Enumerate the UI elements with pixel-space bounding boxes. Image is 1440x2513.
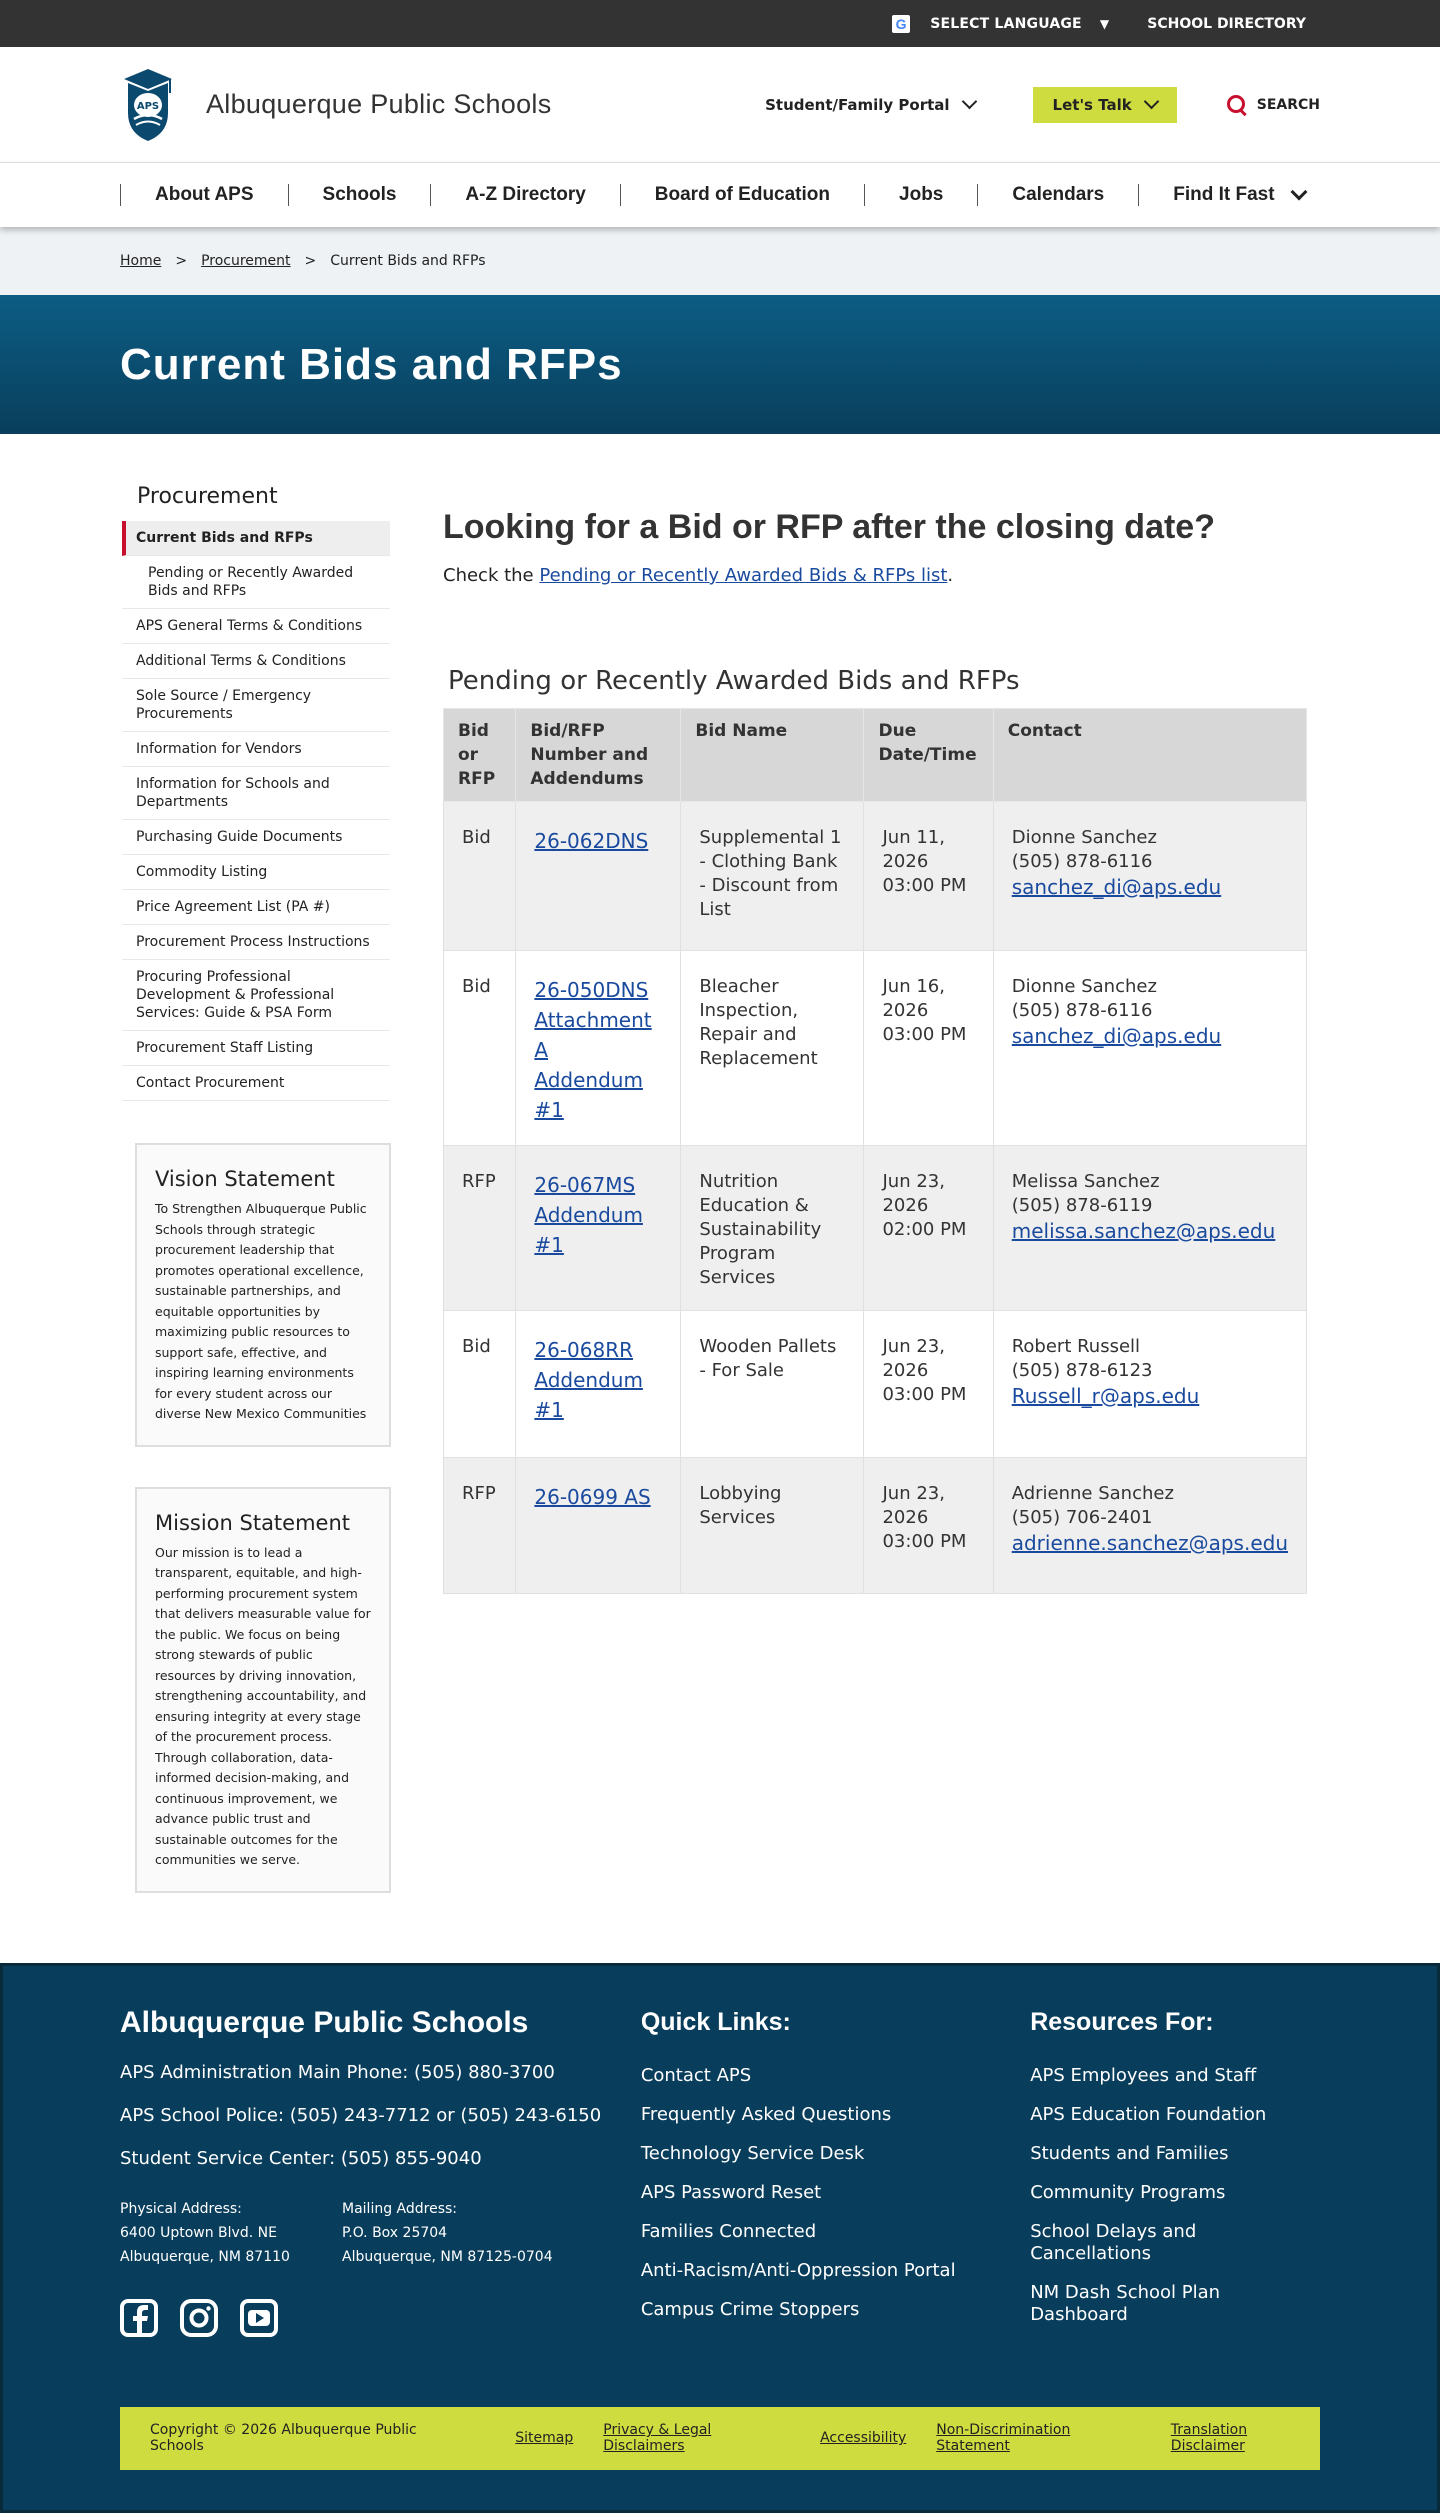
sidebar-item-process-instructions[interactable]: Procurement Process Instructions [122,925,390,960]
footer-police-phone: APS School Police: (505) 243-7712 or (505) 243-6150 [120,2104,602,2126]
nav-separator [1138,184,1139,206]
physical-address-label: Physical Address: [120,2200,242,2217]
intro-prefix: Check the [443,565,540,586]
cell-number [516,1458,681,1594]
contact-name: Dionne Sanchez [1011,827,1157,848]
nav-about-aps[interactable]: About APS [155,184,254,205]
cell-type: RFP [444,1458,516,1594]
table-title: Pending or Recently Awarded Bids and RFPs [448,666,1020,696]
sidebar-item-current-bids[interactable]: Current Bids and RFPs [122,521,390,556]
footer-title: Albuquerque Public Schools [120,2005,529,2039]
cell-due: Jun 23, 2026 03:00 PM [864,1458,993,1594]
nav-board-of-education[interactable]: Board of Education [654,184,831,205]
cell-due: Jun 23, 2026 02:00 PM [864,1146,993,1311]
column-header-contact: Contact [993,709,1306,802]
page-hero [0,295,1440,434]
facebook-icon[interactable] [120,2299,158,2337]
footer-link-families-connected[interactable]: Families Connected [640,2220,817,2242]
cell-number [516,951,681,1146]
table-header-row [444,709,1307,802]
site-logo[interactable] [120,67,552,143]
cell-due: Jun 16, 2026 03:00 PM [864,951,993,1146]
cell-name: Lobbying Services [681,1458,864,1594]
breadcrumb-current: Current Bids and RFPs [330,253,486,269]
table-row [444,951,1307,1146]
footer-quick-links-column [641,2006,1030,2337]
physical-address-line2: Albuquerque, NM 87110 [120,2248,290,2265]
column-header-name: Bid Name [681,709,864,802]
rfp-link[interactable]: 26-067MS [534,1173,636,1197]
nav-separator [120,184,121,206]
nav-jobs[interactable]: Jobs [899,184,944,205]
mission-statement-text: Our mission is to lead a transparent, equitable, and high-performing procurement system that delivers measurable value for the public. We focus on being strong stewards of public resources by driving innovation, strengthening accountability, and ensuring integrity at every stage of the procurement process. Through collaboration, data-informed decision-making, and continuous improvement, we advance public trust and sustainable outcomes for the communities we serve. [155,1544,371,1867]
breadcrumb [0,227,1440,295]
mailing-address-line1: P.O. Box 25704 [342,2224,448,2241]
cell-name: Nutrition Education & Sustainability Program Services [681,1146,864,1311]
column-header-number: Bid/RFP Number and Addendums [516,709,681,802]
quick-links-title: Quick Links: [640,2007,791,2036]
vision-statement [135,1143,391,1447]
mailing-address [342,2197,564,2269]
cell-number [516,802,681,951]
site-name: Albuquerque Public Schools [206,89,552,119]
addendum-link[interactable]: Addendum #1 [534,1203,643,1257]
addendum-link[interactable]: Addendum #1 [534,1068,643,1122]
instagram-icon[interactable] [180,2299,218,2337]
footer-main-phone: APS Administration Main Phone: (505) 880-3700 [120,2061,555,2083]
site-footer [0,1963,1440,2513]
footer-link-students-families[interactable]: Students and Families [1030,2142,1229,2164]
footer-link-community-programs[interactable]: Community Programs [1030,2181,1226,2203]
footer-link-password-reset[interactable]: APS Password Reset [640,2181,822,2203]
youtube-icon[interactable] [240,2299,278,2337]
utility-bar [0,0,1440,47]
select-language-dropdown[interactable] [892,15,1109,33]
sidebar-item-commodity-listing[interactable]: Commodity Listing [122,855,390,890]
search-button[interactable] [1227,95,1320,115]
mission-statement [135,1487,391,1893]
sidebar-item-sole-source[interactable]: Sole Source / Emergency Procurements [122,679,390,732]
mailing-address-line2: Albuquerque, NM 87125-0704 [342,2248,553,2265]
breadcrumb-procurement[interactable]: Procurement [201,253,291,269]
logo-badge-text: APS [136,100,160,112]
cell-name: Bleacher Inspection, Repair and Replacement [681,951,864,1146]
intro-text [443,565,1307,586]
cell-contact [993,1458,1306,1594]
search-label: SEARCH [1256,96,1320,113]
contact-phone: (505) 878-6123 [1011,1360,1153,1381]
footer-link-nm-dash[interactable]: NM Dash School Plan Dashboard [1030,2281,1221,2325]
footer-link-sitemap[interactable]: Sitemap [515,2430,574,2446]
contact-email-link[interactable]: melissa.sanchez@aps.edu [1011,1219,1276,1243]
cell-contact [993,802,1306,951]
main-heading: Looking for a Bid or RFP after the closing date? [443,508,1215,546]
table-row [444,1458,1307,1594]
school-directory-link[interactable]: SCHOOL DIRECTORY [1147,15,1306,32]
nav-calendars[interactable]: Calendars [1012,184,1105,205]
cell-due: Jun 11, 2026 03:00 PM [864,802,993,951]
google-translate-icon: G [892,15,910,33]
addendum-link[interactable]: Addendum #1 [534,1368,643,1422]
sidebar-item-general-terms[interactable]: APS General Terms & Conditions [122,609,390,644]
contact-phone: (505) 706-2401 [1011,1507,1153,1528]
chevron-down-icon [961,94,977,110]
breadcrumb-separator: > [175,253,188,269]
physical-address [120,2197,342,2269]
nav-find-it-fast-label: Find It Fast [1173,184,1275,205]
cell-contact [993,1146,1306,1311]
table-row [444,802,1307,951]
footer-service-phone: Student Service Center: (505) 855-9040 [120,2147,482,2169]
aps-logo-icon [120,67,176,143]
footer-link-school-delays[interactable]: School Delays and Cancellations [1030,2220,1197,2264]
intro-suffix: . [947,565,954,586]
table-row [444,1311,1307,1458]
rfp-link[interactable]: 26-0699 AS [534,1485,651,1509]
footer-link-employees-staff[interactable]: APS Employees and Staff [1030,2064,1257,2086]
cell-type: Bid [444,951,516,1146]
contact-name: Robert Russell [1011,1336,1141,1357]
nav-separator [977,184,978,206]
footer-contact-column [120,2006,641,2337]
pending-bids-link[interactable]: Pending or Recently Awarded Bids & RFPs list [539,565,948,586]
attachment-link[interactable]: Attachment A [534,1008,652,1062]
footer-link-accessibility[interactable]: Accessibility [820,2430,907,2446]
caret-down-icon: ▼ [1099,16,1110,31]
sidebar-item-staff-listing[interactable]: Procurement Staff Listing [122,1031,390,1066]
sidebar-item-price-agreement[interactable]: Price Agreement List (PA #) [122,890,390,925]
search-icon [1227,95,1247,115]
lets-talk-label: Let's Talk [1052,95,1132,114]
cell-type: Bid [444,802,516,951]
nav-separator [864,184,865,206]
footer-link-education-foundation[interactable]: APS Education Foundation [1030,2103,1267,2125]
contact-phone: (505) 878-6116 [1011,1000,1153,1021]
sidebar-item-pending-bids[interactable]: Pending or Recently Awarded Bids and RFPs [122,556,390,609]
lets-talk-button[interactable] [1033,87,1177,123]
nav-find-it-fast[interactable] [1173,184,1304,206]
page-content [0,434,1440,1963]
cell-number [516,1146,681,1311]
footer-link-non-discrimination[interactable]: Non-Discrimination Statement [936,2422,1071,2454]
mission-statement-title: Mission Statement [155,1510,351,1535]
footer-link-faq[interactable]: Frequently Asked Questions [640,2103,892,2125]
cell-due: Jun 23, 2026 03:00 PM [864,1311,993,1458]
cell-name: Supplemental 1 - Clothing Bank - Discount from List [681,802,864,951]
main-navigation [0,163,1440,227]
bid-link[interactable]: 26-068RR [534,1338,634,1362]
contact-email-link[interactable]: sanchez_di@aps.edu [1011,875,1222,899]
footer-link-service-desk[interactable]: Technology Service Desk [640,2142,865,2164]
cell-contact [993,1311,1306,1458]
contact-name: Dionne Sanchez [1011,976,1157,997]
cell-type: Bid [444,1311,516,1458]
chevron-down-icon [1143,94,1159,110]
select-language-label: SELECT LANGUAGE [930,15,1082,32]
nav-separator [620,184,621,206]
cell-number [516,1311,681,1458]
sidebar-item-professional-development[interactable]: Procuring Professional Development & Professional Services: Guide & PSA Form [122,960,390,1031]
main-content [443,484,1307,1893]
physical-address-line1: 6400 Uptown Blvd. NE [120,2224,277,2241]
contact-phone: (505) 878-6119 [1011,1195,1153,1216]
column-header-type: Bid or RFP [444,709,516,802]
footer-addresses [120,2197,641,2269]
nav-schools[interactable]: Schools [322,184,397,205]
sidebar-item-vendors[interactable]: Information for Vendors [122,732,390,767]
footer-link-crime-stoppers[interactable]: Campus Crime Stoppers [640,2298,860,2320]
contact-email-link[interactable]: sanchez_di@aps.edu [1011,1024,1222,1048]
nav-separator [288,184,289,206]
breadcrumb-separator: > [304,253,317,269]
resources-title: Resources For: [1030,2007,1214,2036]
contact-email-link[interactable]: Russell_r@aps.edu [1011,1384,1200,1408]
contact-email-link[interactable]: adrienne.sanchez@aps.edu [1011,1531,1288,1555]
vision-statement-text: To Strengthen Albuquerque Public Schools through strategic procurement leadership that promotes operational excellence, sustainable partnerships, and equitable opportunities by maximizing public resources to support safe, effective, and inspiring learning environments for every student across our diverse New Mexico Communities [155,1201,367,1421]
student-family-portal-dropdown[interactable] [765,96,974,114]
nav-a-z-directory[interactable]: A-Z Directory [465,184,586,205]
bid-link[interactable]: 26-062DNS [534,829,649,853]
breadcrumb-home[interactable]: Home [120,253,162,269]
footer-link-contact-aps[interactable]: Contact APS [640,2064,752,2086]
nav-separator [430,184,431,206]
bids-table [443,708,1307,1594]
vision-statement-title: Vision Statement [155,1167,335,1191]
footer-link-privacy[interactable]: Privacy & Legal Disclaimers [603,2422,712,2454]
bid-link[interactable]: 26-050DNS [534,978,649,1002]
mailing-address-label: Mailing Address: [342,2200,458,2217]
site-header [0,47,1440,163]
footer-link-anti-racism-portal[interactable]: Anti-Racism/Anti-Oppression Portal [640,2259,956,2281]
copyright-text: Copyright © 2026 Albuquerque Public Schools [150,2422,417,2454]
sidebar-item-schools-departments[interactable]: Information for Schools and Departments [122,767,390,820]
copyright-bar [120,2407,1320,2470]
table-row [444,1146,1307,1311]
chevron-down-icon [1290,184,1307,201]
sidebar-item-purchasing-guide[interactable]: Purchasing Guide Documents [122,820,390,855]
sidebar-item-contact-procurement[interactable]: Contact Procurement [122,1066,390,1101]
cell-name: Wooden Pallets - For Sale [681,1311,864,1458]
cell-type: RFP [444,1146,516,1311]
contact-phone: (505) 878-6116 [1011,851,1153,872]
portal-label: Student/Family Portal [765,95,950,114]
contact-name: Melissa Sanchez [1011,1171,1160,1192]
cell-contact [993,951,1306,1146]
page-title: Current Bids and RFPs [120,339,623,389]
footer-link-translation-disclaimer[interactable]: Translation Disclaimer [1170,2422,1248,2454]
social-links [120,2299,641,2337]
sidebar-title: Procurement [137,484,278,509]
sidebar-item-additional-terms[interactable]: Additional Terms & Conditions [122,644,390,679]
sidebar [122,484,390,1893]
footer-resources-column [1030,2006,1320,2337]
column-header-due: Due Date/Time [864,709,993,802]
contact-name: Adrienne Sanchez [1011,1483,1174,1504]
